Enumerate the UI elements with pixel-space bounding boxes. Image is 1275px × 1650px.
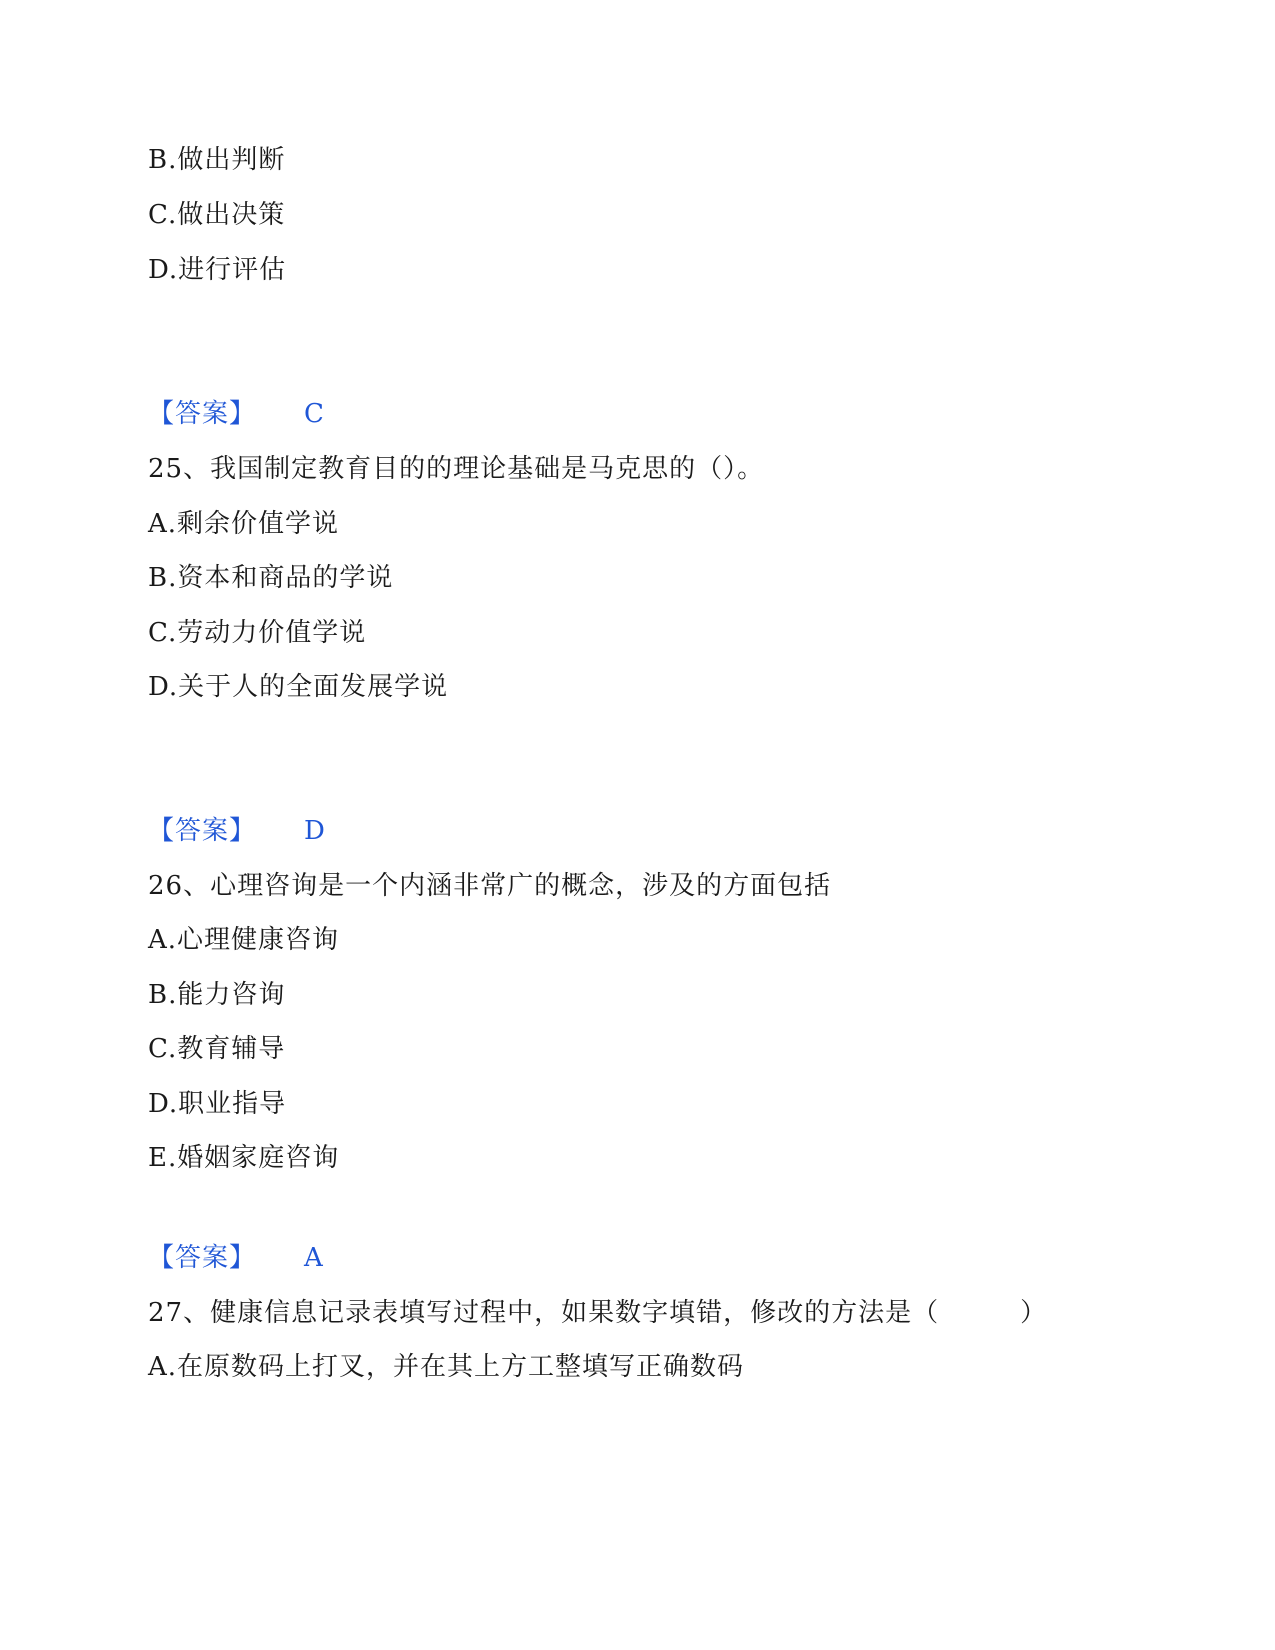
q25-option-b: B.资本和商品的学说 <box>148 563 394 593</box>
q24-answer <box>148 397 325 431</box>
answer-label: 【答案】 <box>148 816 257 846</box>
q25-option-d: D.关于人的全面发展学说 <box>148 672 449 702</box>
q25-option-a: A.剩余价值学说 <box>148 509 340 539</box>
q26-option-e: E.婚姻家庭咨询 <box>148 1143 340 1173</box>
q26-option-b: B.能力咨询 <box>148 980 286 1010</box>
answer-value: C <box>304 399 325 429</box>
answer-label: 【答案】 <box>148 1243 257 1273</box>
answer-value: A <box>304 1243 324 1273</box>
answer-value: D <box>304 816 326 846</box>
q24-option-c: C.做出决策 <box>148 200 286 230</box>
q26-question: 26、心理咨询是一个内涵非常广的概念，涉及的方面包括 <box>148 871 832 901</box>
q25-answer <box>148 814 326 848</box>
q27-option-a: A.在原数码上打叉，并在其上方工整填写正确数码 <box>148 1352 745 1382</box>
q24-option-d: D.进行评估 <box>148 255 287 285</box>
q26-option-a: A.心理健康咨询 <box>148 925 340 955</box>
q26-option-c: C.教育辅导 <box>148 1034 286 1064</box>
q26-option-d: D.职业指导 <box>148 1089 287 1119</box>
answer-label: 【答案】 <box>148 399 257 429</box>
q24-option-b: B.做出判断 <box>148 145 286 175</box>
q25-option-c: C.劳动力价值学说 <box>148 618 367 648</box>
q25-question: 25、我国制定教育目的的理论基础是马克思的（）。 <box>148 454 765 484</box>
q26-answer <box>148 1241 324 1275</box>
q27-question: 27、健康信息记录表填写过程中，如果数字填错，修改的方法是（ ） <box>148 1298 1048 1328</box>
